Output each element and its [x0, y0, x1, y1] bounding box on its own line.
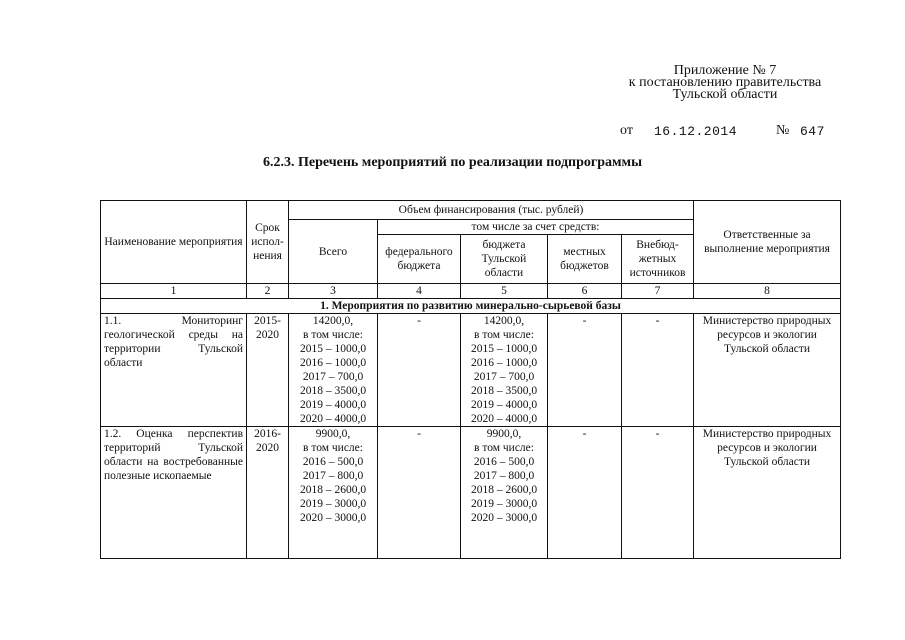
regional-funding — [461, 314, 548, 427]
local-funding: - — [548, 427, 622, 559]
funding-line: 2016 – 1000,0 — [470, 357, 538, 369]
funding-line: 2018 – 3500,0 — [470, 385, 538, 397]
measure-term: 2016-2020 — [247, 427, 289, 559]
measure-name: 1.1. Мониторинг геологической среды на территории Тульской области — [101, 314, 247, 427]
measure-term: 2015-2020 — [247, 314, 289, 427]
funding-line: 2019 – 3000,0 — [470, 498, 538, 510]
appendix-line-2: к постановлению правительства — [628, 75, 822, 90]
funding-line: 2020 – 4000,0 — [299, 413, 367, 425]
funding-line: 2017 – 700,0 — [473, 371, 535, 383]
extra-funding: - — [622, 314, 694, 427]
funding-line: в том числе: — [303, 442, 363, 454]
header-regional: бюджета Тульской области — [461, 235, 548, 284]
funding-line: 9900,0, — [315, 428, 351, 440]
total-funding — [289, 314, 378, 427]
measure-name: 1.2. Оценка перспектив территорий Тульской области на востребованные полезные ископаемые — [101, 427, 247, 559]
funding-line: 2020 – 3000,0 — [470, 512, 538, 524]
header-including: том числе за счет средств: — [378, 220, 694, 235]
header-extra: Внебюд-жетных источников — [622, 235, 694, 284]
funding-line: 14200,0, — [312, 315, 354, 327]
column-number: 5 — [461, 284, 548, 299]
funding-line: 2017 – 800,0 — [473, 470, 535, 482]
date-prefix: от — [620, 123, 633, 138]
funding-line: 2019 – 4000,0 — [299, 399, 367, 411]
funding-line: 2018 – 3500,0 — [299, 385, 367, 397]
header-total: Всего — [289, 220, 378, 284]
funding-line: 2017 – 800,0 — [302, 470, 364, 482]
header-funding: Объем финансирования (тыс. рублей) — [289, 201, 694, 220]
header-name: Наименование мероприятия — [101, 201, 247, 284]
appendix-line-3: Тульской области — [672, 87, 778, 102]
funding-line: в том числе: — [474, 329, 534, 341]
responsible-body: Министерство природных ресурсов и экологии Тульской области — [694, 427, 841, 559]
funding-line: 2018 – 2600,0 — [299, 484, 367, 496]
header-local: местных бюджетов — [548, 235, 622, 284]
funding-line: в том числе: — [474, 442, 534, 454]
funding-line: 2016 – 500,0 — [473, 456, 535, 468]
funding-line: 2016 – 500,0 — [302, 456, 364, 468]
decree-number: 647 — [800, 124, 825, 139]
regional-funding — [461, 427, 548, 559]
funding-line: 2017 – 700,0 — [302, 371, 364, 383]
measures-table — [100, 200, 841, 559]
column-number: 2 — [247, 284, 289, 299]
funding-line: в том числе: — [303, 329, 363, 341]
funding-line: 2016 – 1000,0 — [299, 357, 367, 369]
column-number: 3 — [289, 284, 378, 299]
column-number: 7 — [622, 284, 694, 299]
number-prefix: № — [776, 123, 790, 138]
header-federal: федерального бюджета — [378, 235, 461, 284]
column-number: 1 — [101, 284, 247, 299]
decree-date: 16.12.2014 — [654, 124, 738, 139]
local-funding: - — [548, 314, 622, 427]
funding-line: 2020 – 3000,0 — [299, 512, 367, 524]
federal-funding: - — [378, 427, 461, 559]
column-number: 6 — [548, 284, 622, 299]
funding-line: 2019 – 3000,0 — [299, 498, 367, 510]
section-heading: 1. Мероприятия по развитию минерально-сырьевой базы — [101, 299, 841, 314]
funding-line: 2018 – 2600,0 — [470, 484, 538, 496]
funding-line: 14200,0, — [483, 315, 525, 327]
funding-line: 2019 – 4000,0 — [470, 399, 538, 411]
column-number: 8 — [694, 284, 841, 299]
table-row — [101, 427, 841, 559]
funding-line: 2020 – 4000,0 — [470, 413, 538, 425]
appendix-line-1: Приложение № 7 — [673, 63, 777, 78]
extra-funding: - — [622, 427, 694, 559]
federal-funding: - — [378, 314, 461, 427]
appendix-block — [560, 65, 890, 101]
total-funding — [289, 427, 378, 559]
header-term: Срок испол-нения — [247, 201, 289, 284]
funding-line: 2015 – 1000,0 — [470, 343, 538, 355]
responsible-body: Министерство природных ресурсов и экологии Тульской области — [694, 314, 841, 427]
header-responsible: Ответственные за выполнение мероприятия — [694, 201, 841, 284]
column-number: 4 — [378, 284, 461, 299]
table-row — [101, 314, 841, 427]
funding-line: 9900,0, — [486, 428, 522, 440]
document-title: 6.2.3. Перечень мероприятий по реализации подпрограммы — [262, 155, 643, 170]
funding-line: 2015 – 1000,0 — [299, 343, 367, 355]
